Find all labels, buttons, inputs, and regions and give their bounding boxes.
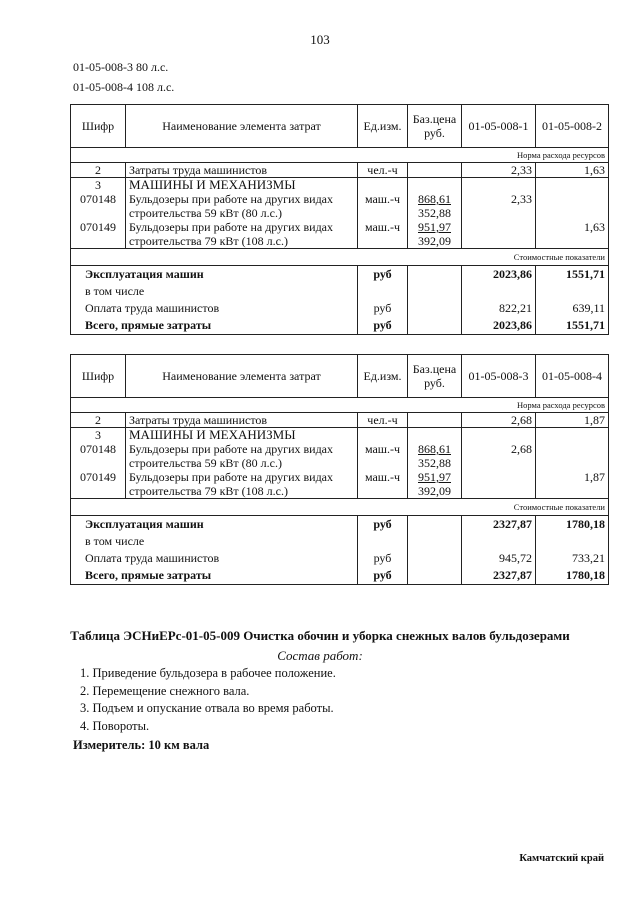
row-name (126, 470, 358, 499)
header-col1: 01-05-008-3 (462, 355, 536, 398)
table-row (71, 470, 609, 499)
section-row (71, 249, 609, 266)
summary-value: 733,21 (572, 551, 605, 565)
summary-unit-value: руб (373, 568, 392, 582)
row-name: Затраты труда машинистов (126, 413, 358, 428)
table-row (71, 163, 609, 178)
table-row (71, 428, 609, 443)
section-label-norm: Норма расхода ресурсов (71, 148, 609, 163)
row-value-1: 2,33 (462, 163, 536, 178)
footer-region: Камчатский край (519, 853, 604, 864)
summary-row (71, 266, 609, 335)
row-code: 070148 (71, 442, 126, 470)
summary-operation-label: Эксплуатация машин (85, 267, 204, 281)
header-col1: 01-05-008-1 (462, 105, 536, 148)
header-col2: 01-05-008-2 (536, 105, 609, 148)
section-row (71, 148, 609, 163)
summary-including: в том числе (85, 534, 145, 548)
row-value-1: 2,68 (462, 413, 536, 428)
header-unit: Ед.изм. (358, 105, 408, 148)
summary-total-label: Всего, прямые затраты (85, 568, 212, 582)
row-unit: чел.-ч (358, 413, 408, 428)
summary-value: 2327,87 (493, 568, 532, 582)
row-name: МАШИНЫ И МЕХАНИЗМЫ (126, 428, 358, 443)
price-value: 868,61 (418, 192, 451, 206)
row-name (126, 220, 358, 249)
row-unit: чел.-ч (358, 163, 408, 178)
summary-wages-label: Оплата труда машинистов (85, 301, 220, 315)
summary-unit-value: руб (373, 318, 392, 332)
section-label-cost: Стоимостные показатели (71, 249, 609, 266)
summary-wages-label: Оплата труда машинистов (85, 551, 220, 565)
table-row (71, 413, 609, 428)
table-header-row (71, 105, 609, 148)
table-row (71, 442, 609, 470)
list-item: 4. Повороты. (80, 718, 150, 733)
composition-title: Состав работ: (277, 648, 363, 663)
list-item: 2. Перемещение снежного вала. (80, 683, 250, 698)
list-item: 3. Подъем и опускание отвала во время работы. (80, 701, 334, 715)
row-unit: маш.-ч (358, 470, 408, 499)
summary-value: 639,11 (572, 301, 605, 315)
summary-row (71, 516, 609, 585)
summary-unit-value: руб (373, 517, 392, 531)
summary-unit (358, 266, 408, 335)
row-code: 2 (71, 163, 126, 178)
row-name (126, 192, 358, 220)
price-value: 868,61 (418, 442, 451, 456)
summary-values-1 (462, 516, 536, 585)
summary-value: 1780,18 (566, 517, 605, 531)
row-name-line: строительства 79 кВт (108 л.с.) (129, 484, 288, 498)
row-value-2: 1,63 (536, 163, 609, 178)
summary-value: 1551,71 (566, 267, 605, 281)
header-unit: Ед.изм. (358, 355, 408, 398)
table-row (71, 220, 609, 249)
row-value-2: 1,87 (536, 413, 609, 428)
row-value-1: 2,68 (462, 442, 536, 470)
summary-total-label: Всего, прямые затраты (85, 318, 212, 332)
row-name (126, 442, 358, 470)
summary-value: 2327,87 (493, 517, 532, 531)
price-value: 951,97 (418, 470, 451, 484)
row-value-1 (462, 220, 536, 249)
row-name-line: строительства 59 кВт (80 л.с.) (129, 206, 282, 220)
summary-label (71, 266, 358, 335)
resource-table-1 (70, 104, 609, 335)
summary-operation-label: Эксплуатация машин (85, 517, 204, 531)
header-name: Наименование элемента затрат (126, 105, 358, 148)
summary-values-1 (462, 266, 536, 335)
summary-unit-value: руб (373, 551, 392, 565)
row-name: Затраты труда машинистов (126, 163, 358, 178)
summary-value: 1780,18 (566, 568, 605, 582)
row-code: 070148 (71, 192, 126, 220)
header-code: Шифр (71, 355, 126, 398)
row-value-1 (462, 470, 536, 499)
row-name-line: Бульдозеры при работе на других видах (129, 192, 334, 206)
row-code: 070149 (71, 470, 126, 499)
table-row (71, 192, 609, 220)
row-price (408, 470, 462, 499)
row-value-2 (536, 442, 609, 470)
summary-value: 2023,86 (493, 318, 532, 332)
row-name-line: строительства 59 кВт (80 л.с.) (129, 456, 282, 470)
row-price (408, 192, 462, 220)
row-price (408, 442, 462, 470)
variant-line: 01-05-008-3 80 л.с. (73, 60, 169, 74)
row-code: 3 (71, 428, 126, 443)
summary-unit (358, 516, 408, 585)
summary-unit-value: руб (373, 267, 392, 281)
work-steps-list (80, 666, 336, 736)
row-code: 2 (71, 413, 126, 428)
list-item: 1. Приведение бульдозера в рабочее положение. (80, 666, 336, 680)
variant-line: 01-05-008-4 108 л.с. (73, 80, 175, 94)
price-value: 392,09 (418, 234, 451, 248)
summary-value: 1551,71 (566, 318, 605, 332)
header-col2: 01-05-008-4 (536, 355, 609, 398)
header-name: Наименование элемента затрат (126, 355, 358, 398)
row-code: 070149 (71, 220, 126, 249)
header-base-price: Баз.цена руб. (408, 355, 462, 398)
row-price (408, 163, 462, 178)
row-value-1: 2,33 (462, 192, 536, 220)
summary-value: 822,21 (499, 301, 532, 315)
summary-values-2 (536, 516, 609, 585)
row-price (408, 413, 462, 428)
header-code: Шифр (71, 105, 126, 148)
table-caption: Таблица ЭСНиЕРс-01-05-009 Очистка обочин и уборка снежных валов бульдозерами (70, 628, 570, 643)
section-row (71, 398, 609, 413)
row-value-2: 1,87 (536, 470, 609, 499)
measurement-unit: Измеритель: 10 км вала (73, 738, 210, 752)
resource-table-2 (70, 354, 609, 585)
summary-including: в том числе (85, 284, 145, 298)
table-row (71, 178, 609, 193)
section-label-norm: Норма расхода ресурсов (71, 398, 609, 413)
row-unit: маш.-ч (358, 220, 408, 249)
section-label-cost: Стоимостные показатели (71, 499, 609, 516)
summary-values-2 (536, 266, 609, 335)
row-value-2: 1,63 (536, 220, 609, 249)
summary-unit-value: руб (373, 301, 392, 315)
summary-value: 2023,86 (493, 267, 532, 281)
row-name-line: строительства 79 кВт (108 л.с.) (129, 234, 288, 248)
price-value: 352,88 (418, 206, 451, 220)
row-unit: маш.-ч (358, 192, 408, 220)
row-price (408, 220, 462, 249)
row-name-line: Бульдозеры при работе на других видах (129, 470, 334, 484)
row-code: 3 (71, 178, 126, 193)
row-name-line: Бульдозеры при работе на других видах (129, 220, 334, 234)
price-value: 951,97 (418, 220, 451, 234)
header-base-price: Баз.цена руб. (408, 105, 462, 148)
row-name-line: Бульдозеры при работе на других видах (129, 442, 334, 456)
row-unit: маш.-ч (358, 442, 408, 470)
page-number: 103 (310, 32, 330, 47)
section-row (71, 499, 609, 516)
price-value: 352,88 (418, 456, 451, 470)
row-value-2 (536, 192, 609, 220)
row-name: МАШИНЫ И МЕХАНИЗМЫ (126, 178, 358, 193)
table-header-row (71, 355, 609, 398)
summary-value: 945,72 (499, 551, 532, 565)
price-value: 392,09 (418, 484, 451, 498)
summary-label (71, 516, 358, 585)
